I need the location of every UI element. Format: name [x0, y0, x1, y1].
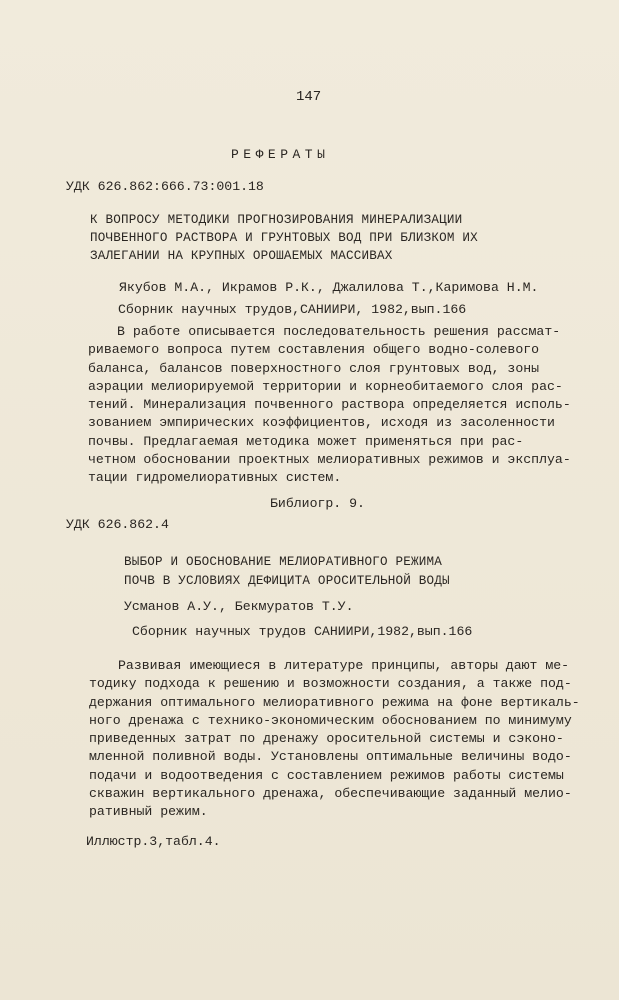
abstract-2-title-line-2: ПОЧВ В УСЛОВИЯХ ДЕФИЦИТА ОРОСИТЕЛЬНОЙ ВОДЫ — [124, 574, 450, 588]
udk-code-1: УДК 626.862:666.73:001.18 — [66, 179, 264, 194]
abstract-1-authors: Якубов М.А., Икрамов Р.К., Джалилова Т.,Каримова Н.М. — [119, 280, 539, 295]
abstract-2-source: Сборник научных трудов САНИИРИ,1982,вып.166 — [132, 624, 473, 639]
abstract-2-authors: Усманов А.У., Бекмуратов Т.У. — [124, 599, 354, 614]
abstract-1-body-line: тации гидромелиоративных систем. — [88, 470, 342, 486]
udk-code-2: УДК 626.862.4 — [66, 517, 169, 532]
abstract-1-body-line: тений. Минерализация почвенного раствора определяется исполь- — [88, 397, 571, 413]
abstract-1-body-line: баланса, балансов поверхностного слоя грунтовых вод, зоны — [88, 360, 540, 376]
abstract-1-biblio: Библиогр. 9. — [270, 496, 365, 511]
abstract-1-body-line: В работе описывается последовательность решения рассмат- — [117, 324, 561, 339]
abstract-1-source: Сборник научных трудов,САНИИРИ, 1982,вып.166 — [118, 302, 467, 317]
abstract-1-body-line: почвы. Предлагаемая методика может применяться при рас- — [88, 433, 524, 449]
abstract-1-body-line: четном обосновании проектных мелиоративных режимов и эксплуа- — [88, 452, 571, 468]
abstract-1-body-line: риваемого вопроса путем составления общего водно-солевого — [88, 342, 540, 358]
abstract-1-body-line: зованием эмпирических коэффициентов, исходя из засоленности — [88, 415, 555, 431]
abstract-2-illustrations: Иллюстр.3,табл.4. — [86, 834, 221, 849]
abstract-2-body-line: Развивая имеющиеся в литературе принципы, авторы дают ме- — [118, 658, 570, 673]
abstract-2-body-line: скважин вертикального дренажа, обеспечивающие заданный мелио- — [89, 786, 572, 802]
abstract-2-body-line: тодику подхода к решению и возможности создания, а также под- — [89, 676, 572, 692]
abstract-1-title-line-1: К ВОПРОСУ МЕТОДИКИ ПРОГНОЗИРОВАНИЯ МИНЕРАЛИЗАЦИИ — [90, 213, 463, 227]
section-title: РЕФЕРАТЫ — [231, 147, 330, 162]
abstract-2-body-line: мленной поливной воды. Установлены оптимальные величины водо- — [89, 749, 572, 765]
abstract-2-body-line: ративный режим. — [89, 804, 208, 820]
abstract-2-title-line-1: ВЫБОР И ОБОСНОВАНИЕ МЕЛИОРАТИВНОГО РЕЖИМА — [124, 555, 443, 569]
abstract-2-body-line: держания оптимального мелиоративного режима на фоне вертикаль- — [89, 694, 580, 710]
abstract-2-body-line: подачи и водоотведения с составлением режимов работы системы — [89, 767, 564, 783]
abstract-2-body-line: приведенных затрат по дренажу оросительной системы и сэконо- — [89, 731, 564, 747]
page-number: 147 — [296, 89, 322, 105]
abstract-1-title-line-2: ПОЧВЕННОГО РАСТВОРА И ГРУНТОВЫХ ВОД ПРИ БЛИЗКОМ ИХ — [90, 231, 478, 245]
abstract-1-body — [88, 323, 571, 488]
abstract-2-body — [89, 657, 580, 822]
abstract-1-body-line: аэрации мелиорируемой территории и корнеобитаемого слоя рас- — [88, 378, 563, 394]
abstract-2-body-line: ного дренажа с технико-экономическим обоснованием по минимуму — [89, 712, 572, 728]
abstract-1-title-line-3: ЗАЛЕГАНИИ НА КРУПНЫХ ОРОШАЕМЫХ МАССИВАХ — [90, 249, 393, 263]
